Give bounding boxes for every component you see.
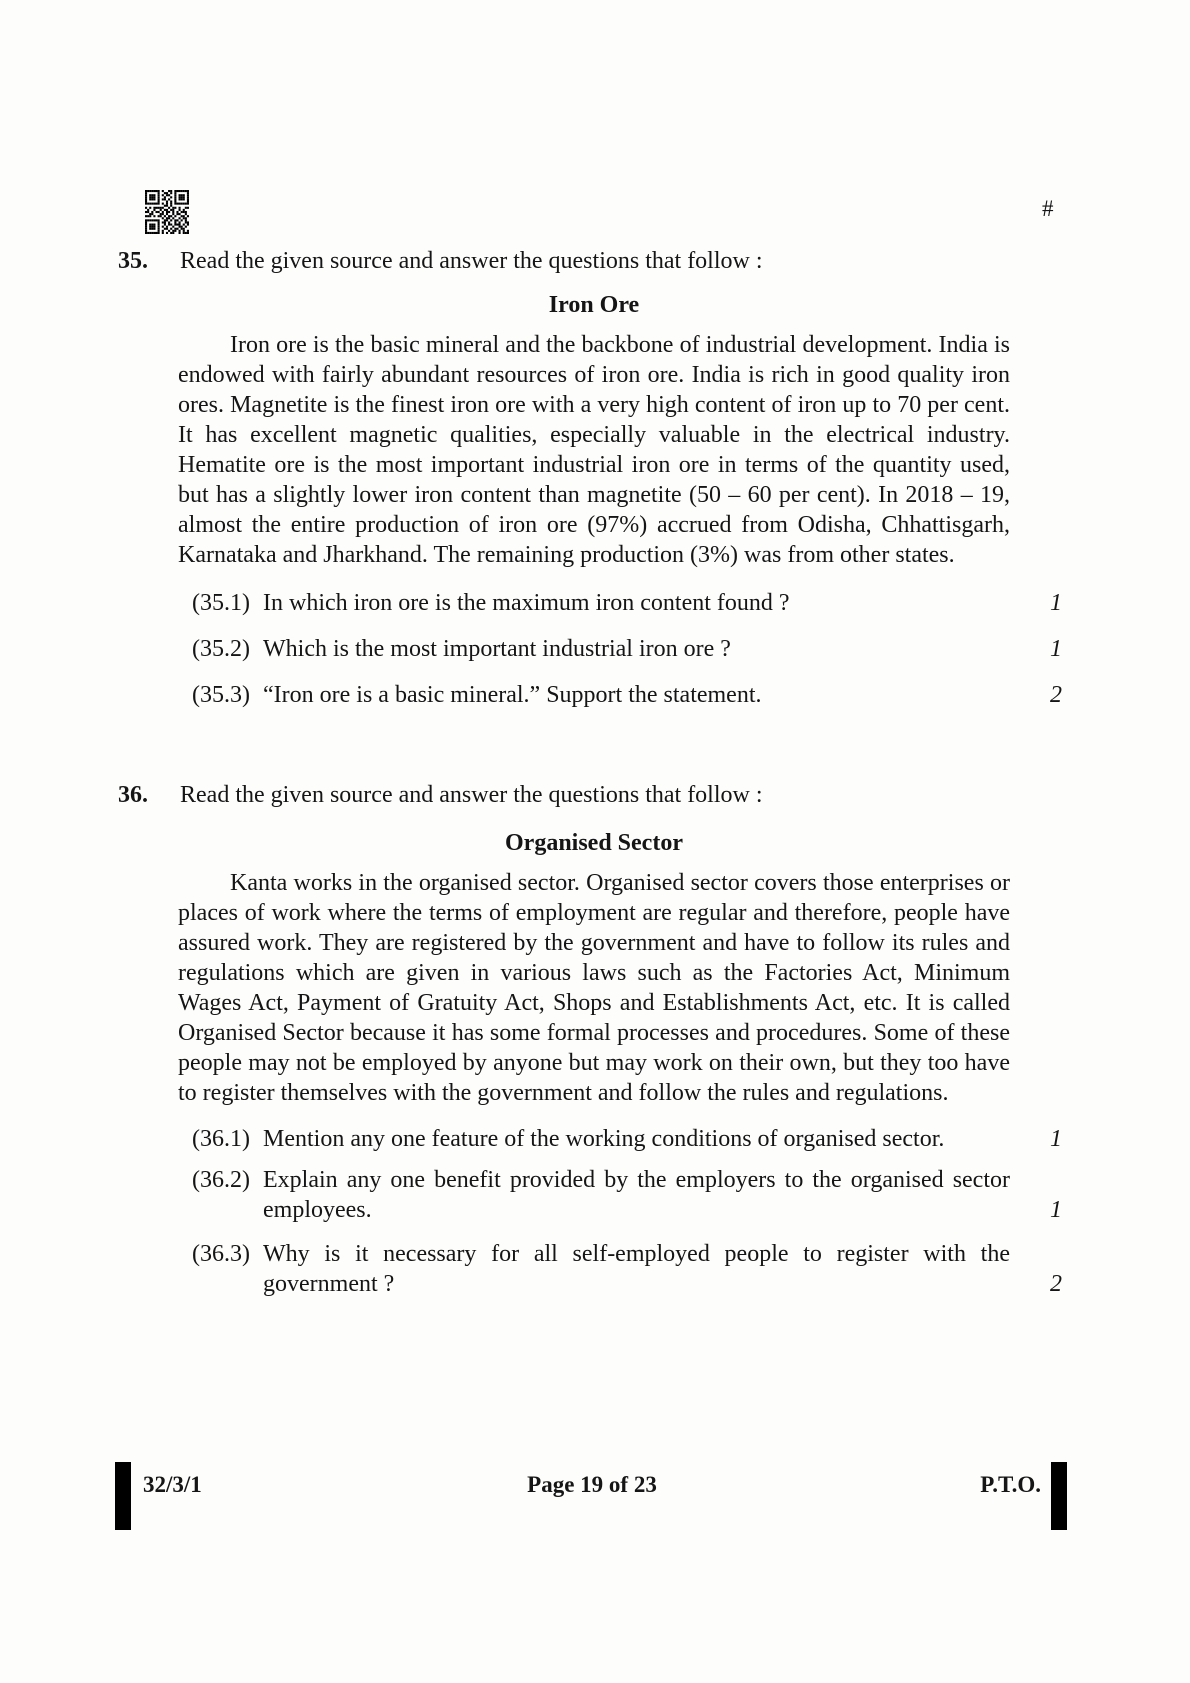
subquestion-label: (36.3) [192, 1241, 250, 1267]
subquestion-label: (36.2) [192, 1167, 250, 1193]
subquestion-text: Which is the most important industrial iron ore ? [263, 636, 731, 662]
marks-value: 1 [1050, 1126, 1062, 1152]
subquestion-row [192, 1239, 1062, 1299]
subquestion-row [192, 1124, 1062, 1154]
marks-value: 1 [1050, 636, 1062, 662]
subquestion-label: (35.2) [192, 636, 250, 662]
passage-text-organised-sector: Kanta works in the organised sector. Organised sector covers those enterprises or places of work where the terms of employment are regular and therefore, people have assured work. They are registered by the government and have to follow its rules and regulations which are given in various laws such as the Factories Act, Minimum Wages Act, Payment of Gratuity Act, Shops and Establishments Act, etc. It is called Organised Sector because it has some formal processes and procedures. Some of these people may not be employed by anyone but may work on their own, but they too have to register themselves with the government and follow the rules and regulations. [178, 870, 1010, 1106]
qr-code-icon [145, 190, 189, 234]
subquestion-text: In which iron ore is the maximum iron content found ? [263, 590, 790, 616]
question-number: 36. [118, 782, 148, 808]
subquestion-text: “Iron ore is a basic mineral.” Support the statement. [263, 682, 762, 708]
page-content [118, 190, 1062, 1299]
subquestion-text: Explain any one benefit provided by the employers to the organised sector employees. [263, 1167, 1010, 1223]
subquestion-label: (36.1) [192, 1126, 250, 1152]
subquestion-row [192, 680, 1062, 710]
marks-value: 2 [1050, 682, 1062, 708]
footer-paper-code: 32/3/1 [143, 1472, 202, 1497]
passage-text-iron-ore: Iron ore is the basic mineral and the backbone of industrial development. India is endowed with fairly abundant resources of iron ore. India is rich in good quality iron ores. Magnetite is the finest iron ore with a very high content of iron up to 70 per cent. It has excellent magnetic qualities, especially valuable in the electrical industry. Hematite ore is the most important industrial iron ore in terms of the quantity used, but has a slightly lower iron content than magnetite (50 – 60 per cent). In 2018 – 19, almost the entire production of iron ore (97%) accrued from Odisha, Chhattisgarh, Karnataka and Jharkhand. The remaining production (3%) was from other states. [178, 332, 1010, 568]
passage-title-iron-ore: Iron Ore [548, 292, 640, 318]
subquestion-label: (35.3) [192, 682, 250, 708]
question-number: 35. [118, 248, 148, 274]
page-footer [115, 1462, 1067, 1530]
marks-value: 1 [1050, 590, 1062, 616]
marks-value: 2 [1050, 1271, 1062, 1297]
marks-value: 1 [1050, 1197, 1062, 1223]
subquestion-row [192, 588, 1062, 618]
question-35-header [118, 246, 1062, 276]
hash-corner-mark: # [1042, 196, 1054, 221]
question-36-header [118, 780, 1062, 810]
question-intro: Read the given source and answer the questions that follow : [180, 248, 763, 274]
subquestion-label: (35.1) [192, 590, 250, 616]
footer-bar-left [115, 1462, 131, 1530]
subquestion-row [192, 634, 1062, 664]
footer-pto: P.T.O. [980, 1472, 1041, 1497]
subquestion-text: Mention any one feature of the working conditions of organised sector. [263, 1126, 945, 1152]
passage-title-organised-sector: Organised Sector [505, 830, 683, 856]
footer-page-number: Page 19 of 23 [527, 1472, 657, 1497]
subquestion-row [192, 1165, 1062, 1225]
subquestion-text: Why is it necessary for all self-employed people to register with the government ? [263, 1241, 1010, 1297]
footer-bar-right [1051, 1462, 1067, 1530]
question-intro: Read the given source and answer the questions that follow : [180, 782, 763, 808]
